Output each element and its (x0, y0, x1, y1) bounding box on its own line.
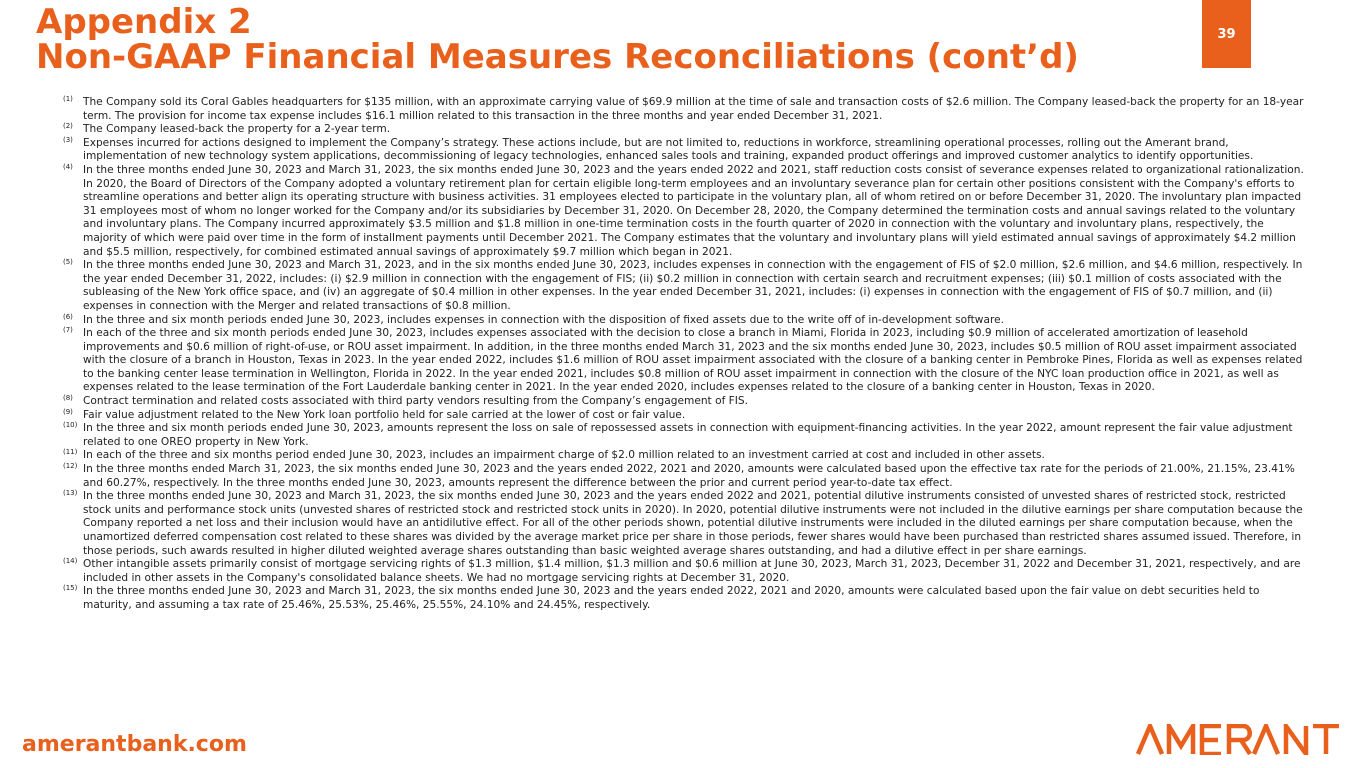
footer-website: amerantbank.com (22, 732, 247, 757)
footnote-text: In the three and six month periods ended June 30, 2023, amounts represent the loss on sale of repossessed assets in connection with equipment-financing activities. In the year 2022, amount represent the fair value adjustment related to one OREO property in New York. (83, 422, 1293, 448)
footnote-text: Expenses incurred for actions designed to implement the Company’s strategy. These actions include, but are not limited to, reductions in workforce, streamlining operational processes, rolling out the Amerant brand, implementation of new technology system applications, decommissioning of legacy technologies, enhanced sales tools and training, expanded product offerings and improved customer analytics to identify opportunities. (83, 136, 1254, 163)
footnote-marker: (11) (63, 448, 78, 457)
footnote (63, 585, 1306, 612)
footnote-marker: (5) (63, 258, 73, 267)
footnote (63, 395, 1306, 409)
footnote-marker: (9) (63, 407, 73, 416)
footnote (63, 409, 1306, 423)
footnote (63, 137, 1306, 164)
footnote-text: In each of the three and six month periods ended June 30, 2023, includes expenses associated with the decision to close a branch in Miami, Florida in 2023, including $0.9 million of accelerated amortization of leasehold improvements and $0.6 million of right-of-use, or ROU asset impairment. In addition, in the three months ended March 31, 2023 and the six months ended June 30, 2023, includes $0.5 million of ROU asset impairment associated with the closure of a branch in Houston, Texas in 2023. In the year ended 2022, includes $1.6 million of ROU asset impairment associated with the closure of a banking center in Pembroke Pines, Florida as well as expenses related to the banking center lease termination in Wellington, Florida in 2022. In the year ended 2021, includes $0.8 million of ROU asset impairment in connection with the closure of the NYC loan production office in 2021, as well as expenses related to the lease termination of the Fort Lauderdale banking center in 2021. In the year ended 2020, includes expenses related to the closure of a banking center in Houston, Texas in 2020. (83, 327, 1303, 394)
footnote-text: In the three months ended June 30, 2023 and March 31, 2023, the six months ended June 30, 2023 and the years ended 2022, 2021 and 2020, amounts were calculated based upon the fair value on debt securities held to maturity, and assuming a tax rate of 25.46%, 25.53%, 25.46%, 25.55%, 24.10% and 24.45%, respectively. (83, 585, 1260, 611)
page-number: 39 (1217, 26, 1236, 42)
page-number-badge (1202, 0, 1251, 68)
amerant-logo (1136, 724, 1350, 755)
footnote-marker: (12) (63, 462, 78, 471)
footnote (63, 463, 1306, 490)
footnote-text: In the three months ended June 30, 2023 and March 31, 2023, the six months ended June 30, 2023 and the years ended 2022 and 2021, potential dilutive instruments consisted of unvested shares of restricted stock, restricted stock units and performance stock units (unvested shares of restricted stock and restricted stock units in 2020). In 2020, potential dilutive instruments were not included in the dilutive earnings per share computation because the Company reported a net loss and their inclusion would have an antidilutive effect. For all of the other periods shown, potential dilutive instruments were included in the diluted earnings per share computation because, when the unamortized deferred compensation cost related to these shares was divided by the average market price per share in those periods, fewer shares would have been purchased than restricted shares assumed issued. Therefore, in those periods, such awards resulted in higher diluted weighted average shares outstanding than basic weighted average shares outstanding, and had a dilutive effect in per share earnings. (83, 490, 1303, 557)
footnote-text: The Company sold its Coral Gables headquarters for $135 million, with an approximate carrying value of $69.9 million at the time of sale and transaction costs of $2.6 million. The Company leased-back the property for an 18-year term. The provision for income tax expense includes $16.1 million related to this transaction in the three months and year ended December 31, 2021. (83, 96, 1304, 122)
footnote (63, 164, 1306, 259)
page-title (36, 2, 1079, 77)
footnote-marker: (10) (63, 421, 78, 430)
footnote (63, 123, 1306, 137)
footnote-text: Fair value adjustment related to the New York loan portfolio held for sale carried at the lower of cost or fair value. (83, 408, 686, 421)
footnote-text: In the three months ended June 30, 2023 and March 31, 2023, and in the six months ended June 30, 2023, includes expenses in connection with the engagement of FIS of $2.0 million, $2.6 million, and $4.6 million, respectively. In the year ended December 31, 2022, includes: (i) $2.9 million in connection with the engagement of FIS; (ii) $0.2 million in connection with certain search and recruitment expenses; (iii) $0.1 million of costs associated with the subleasing of the New York office space, and (iv) an aggregate of $0.4 million in other expenses. In the year ended December 31, 2021, includes: (i) expenses in connection with the engagement of FIS of $0.7 million, and (ii) expenses in connection with the Merger and related transactions of $0.8 million. (83, 259, 1303, 312)
footnote-marker: (7) (63, 326, 73, 335)
footnote-text: In the three months ended March 31, 2023, the six months ended June 30, 2023 and the years ended 2022, 2021 and 2020, amounts were calculated based upon the effective tax rate for the periods of 21.00%, 21.15%, 23.41% and 60.27%, respectively. In the three months ended June 30, 2023, amounts represent the difference between the prior and current period year-to-date tax effect. (83, 463, 1295, 489)
footnotes-list (63, 96, 1306, 613)
footnote-marker: (3) (63, 135, 73, 144)
footnote-marker: (15) (63, 584, 78, 593)
footnote-marker: (4) (63, 162, 73, 171)
footnote (63, 96, 1306, 123)
footnote-marker: (2) (63, 122, 73, 131)
footnote (63, 490, 1306, 558)
footnote (63, 327, 1306, 395)
title-line-1: Appendix 2 (36, 2, 252, 42)
footnote-marker: (1) (63, 95, 73, 103)
footnote (63, 449, 1306, 463)
footnote (63, 259, 1306, 313)
footnote-text: In the three months ended June 30, 2023 and March 31, 2023, the six months ended June 30, 2023 and the years ended 2022 and 2021, staff reduction costs consist of severance expenses related to organizational rationalization. In 2020, the Board of Directors of the Company adopted a voluntary retirement plan for certain eligible long-term employees and an involuntary severance plan for certain other positions consistent with the Company's efforts to streamline operations and better align its operating structure with business activities. 31 employees elected to participate in the voluntary plan, all of whom retired on or before December 31, 2020. The involuntary plan impacted 31 employees most of whom no longer worked for the Company and/or its subsidiaries by December 31, 2020. On December 28, 2020, the Company determined the termination costs and annual savings related to the voluntary and involuntary plans. The Company incurred approximately $3.5 million and $1.8 million in one-time termination costs in the fourth quarter of 2020 in connection with the voluntary and involuntary plans, respectively, the majority of which were paid over time in the form of installment payments until December 2021. The Company estimates that the voluntary and involuntary plans will yield estimated annual savings of approximately $4.2 million and $5.5 million, respectively, for combined estimated annual savings of approximately $9.7 million which began in 2021. (83, 163, 1304, 258)
footnote-text: Contract termination and related costs associated with third party vendors resulting from the Company’s engagement of FIS. (83, 395, 748, 408)
footnote (63, 558, 1306, 585)
footnote (63, 422, 1306, 449)
footnote-text: Other intangible assets primarily consist of mortgage servicing rights of $1.3 million, $1.4 million, $1.3 million and $0.6 million at June 30, 2023, March 31, 2023, December 31, 2022 and December 31, 2021, respectively, and are included in other assets in the Company's consolidated balance sheets. We had no mortgage servicing rights at December 31, 2020. (83, 558, 1301, 584)
footnote-text: In each of the three and six months period ended June 30, 2023, includes an impairment charge of $2.0 million related to an investment carried at cost and included in other assets. (83, 449, 1045, 462)
footnote-marker: (8) (63, 394, 73, 403)
footnote-marker: (13) (63, 489, 78, 498)
footnote-marker: (14) (63, 557, 78, 566)
title-line-2: Non-GAAP Financial Measures Reconciliations (cont’d) (36, 37, 1079, 77)
footnote-marker: (6) (63, 312, 73, 321)
footnote-text: In the three and six month periods ended June 30, 2023, includes expenses in connection with the disposition of fixed assets due to the write off of in-development software. (83, 313, 1004, 326)
footnote-text: The Company leased-back the property for a 2-year term. (83, 123, 391, 136)
footnote (63, 314, 1306, 328)
